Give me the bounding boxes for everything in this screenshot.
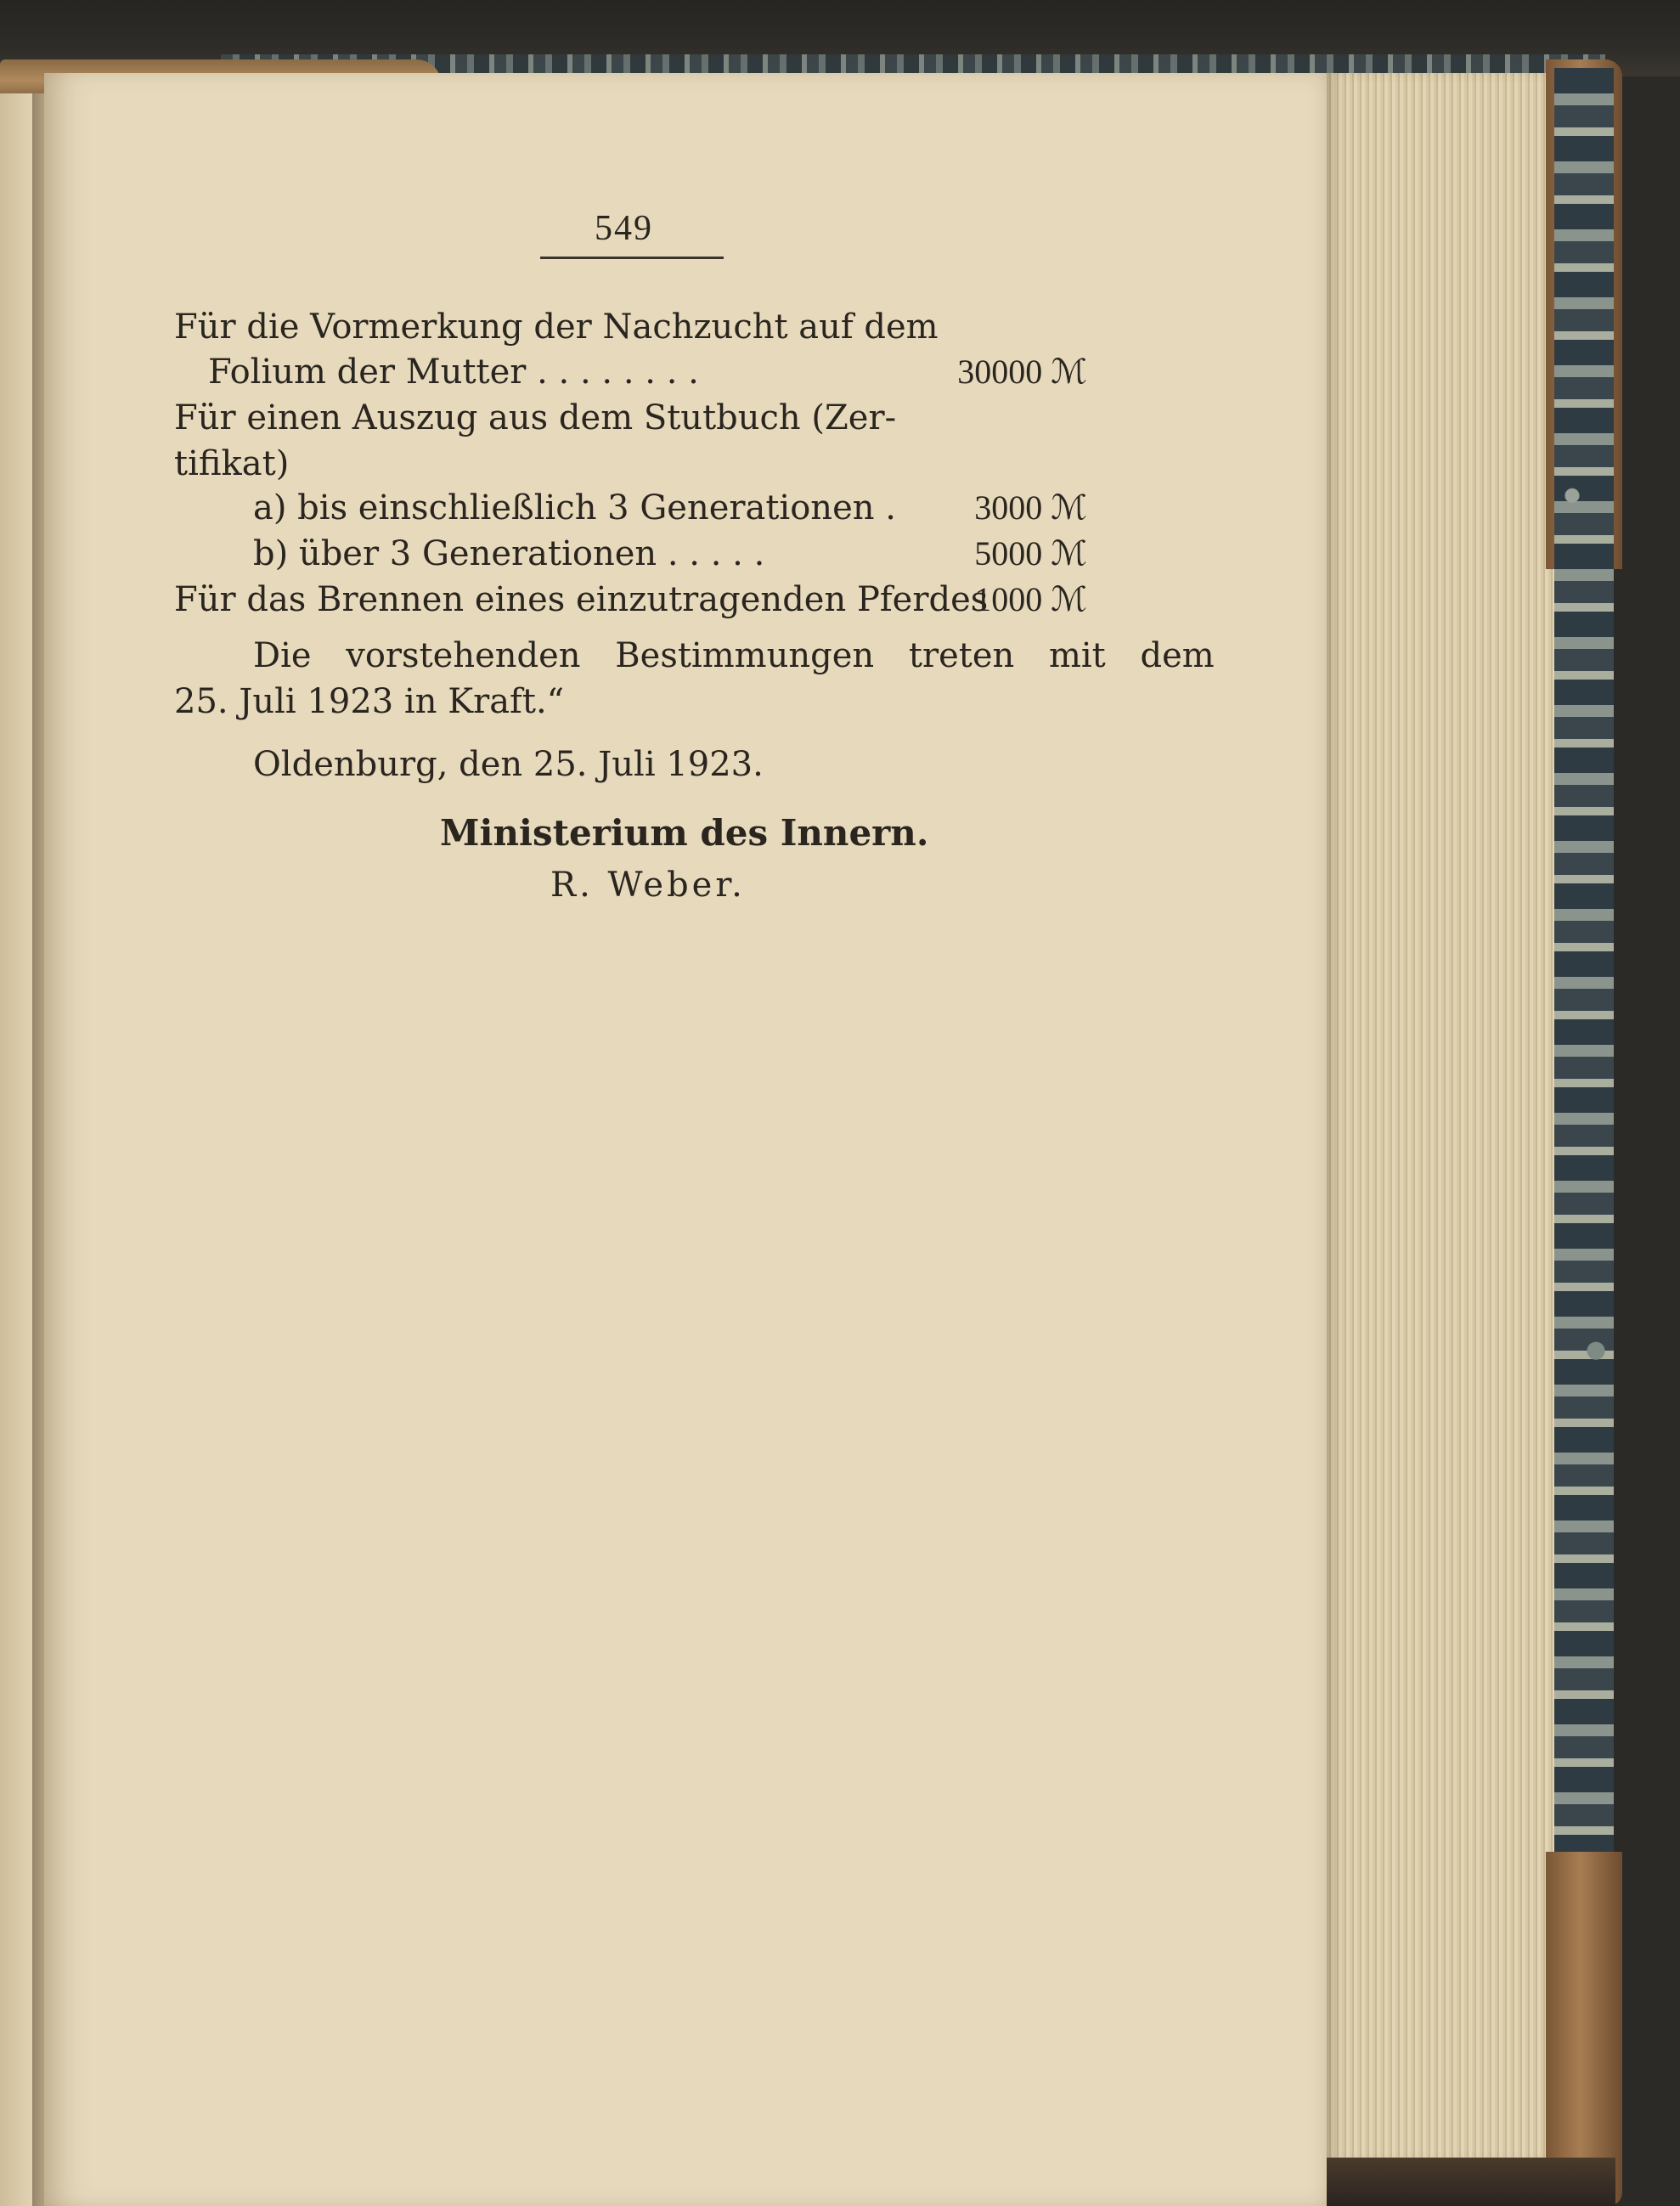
- place-date: Oldenburg, den 25. Juli 1923.: [253, 745, 764, 784]
- entry-amount-3: 5000 ℳ: [974, 534, 1087, 573]
- entry-line-6: b) über 3 Generationen . . . . .: [253, 534, 765, 573]
- signature-title: Ministerium des Innern.: [440, 812, 929, 854]
- right-page: [44, 73, 1327, 2206]
- entry-amount-2: 3000 ℳ: [974, 488, 1087, 527]
- entry-line-2: Folium der Mutter . . . . . . . .: [208, 353, 699, 392]
- closing-line-1: Die vorstehenden Bestimmungen treten mit dem: [253, 636, 1215, 675]
- entry-line-1: Für die Vormerkung der Nachzucht auf dem: [174, 307, 939, 347]
- entry-line-3: Für einen Auszug aus dem Stutbuch (Zer-: [174, 398, 897, 437]
- bottom-edge: [1327, 2158, 1615, 2206]
- entry-amount-1: 30000 ℳ: [957, 353, 1087, 391]
- signature-name: R. Weber.: [550, 866, 746, 905]
- entry-line-7: Für das Brennen eines einzutragenden Pferdes: [174, 580, 989, 619]
- page-number: 549: [595, 209, 653, 248]
- leather-corner-bottom: [1546, 1852, 1622, 2206]
- entry-line-4: tifikat): [174, 444, 290, 483]
- entry-amount-4: 1000 ℳ: [974, 580, 1087, 618]
- page-fore-edge: [1327, 73, 1573, 2163]
- closing-line-2: 25. Juli 1923 in Kraft.“: [174, 682, 565, 721]
- entry-line-5: a) bis einschließlich 3 Generationen .: [253, 488, 896, 528]
- page-number-rule: [540, 257, 724, 259]
